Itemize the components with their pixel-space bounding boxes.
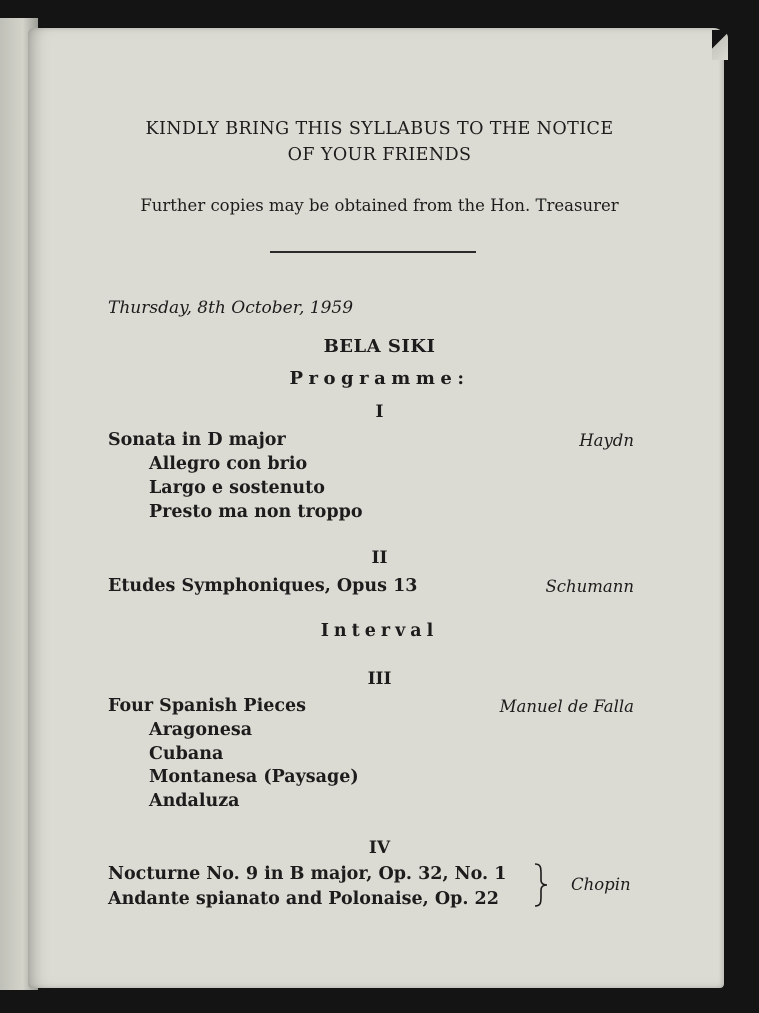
section-numeral-3: III bbox=[367, 669, 392, 689]
movement-3-3: Montanesa (Paysage) bbox=[149, 767, 359, 787]
piece-title-4-1: Nocturne No. 9 in B major, Op. 32, No. 1 bbox=[108, 864, 507, 884]
page-corner bbox=[712, 30, 728, 60]
piece-title-1: Sonata in D major bbox=[108, 430, 286, 450]
movement-3-2: Cubana bbox=[149, 744, 224, 764]
interval-heading: Interval bbox=[320, 621, 439, 641]
movement-1-2: Largo e sostenuto bbox=[149, 478, 325, 498]
composer-3: Manuel de Falla bbox=[499, 697, 634, 716]
piece-title-2: Etudes Symphoniques, Opus 13 bbox=[108, 576, 418, 596]
composer-1: Haydn bbox=[579, 431, 634, 450]
performer-name: BELA SIKI bbox=[323, 336, 436, 357]
section-numeral-4: IV bbox=[368, 838, 391, 858]
movement-1-3: Presto ma non troppo bbox=[149, 502, 363, 522]
section-numeral-2: II bbox=[371, 548, 388, 568]
notice-line-1: KINDLY BRING THIS SYLLABUS TO THE NOTICE bbox=[145, 119, 614, 139]
composer-2: Schumann bbox=[545, 577, 634, 596]
notice-heading bbox=[0, 116, 759, 168]
piece-title-4-2: Andante spianato and Polonaise, Op. 22 bbox=[108, 889, 499, 909]
movement-3-4: Andaluza bbox=[149, 791, 240, 811]
composer-4: Chopin bbox=[571, 875, 631, 894]
section-numeral-1: I bbox=[375, 402, 384, 422]
movement-3-1: Aragonesa bbox=[149, 720, 253, 740]
brace-icon bbox=[532, 862, 550, 908]
notice-line-2: OF YOUR FRIENDS bbox=[287, 145, 472, 165]
piece-title-3: Four Spanish Pieces bbox=[108, 696, 307, 716]
divider-rule bbox=[270, 251, 476, 253]
further-copies-note: Further copies may be obtained from the Hon. Treasurer bbox=[140, 196, 619, 215]
concert-date: Thursday, 8th October, 1959 bbox=[108, 298, 354, 318]
programme-heading: Programme: bbox=[289, 368, 470, 389]
movement-1-1: Allegro con brio bbox=[149, 454, 308, 474]
